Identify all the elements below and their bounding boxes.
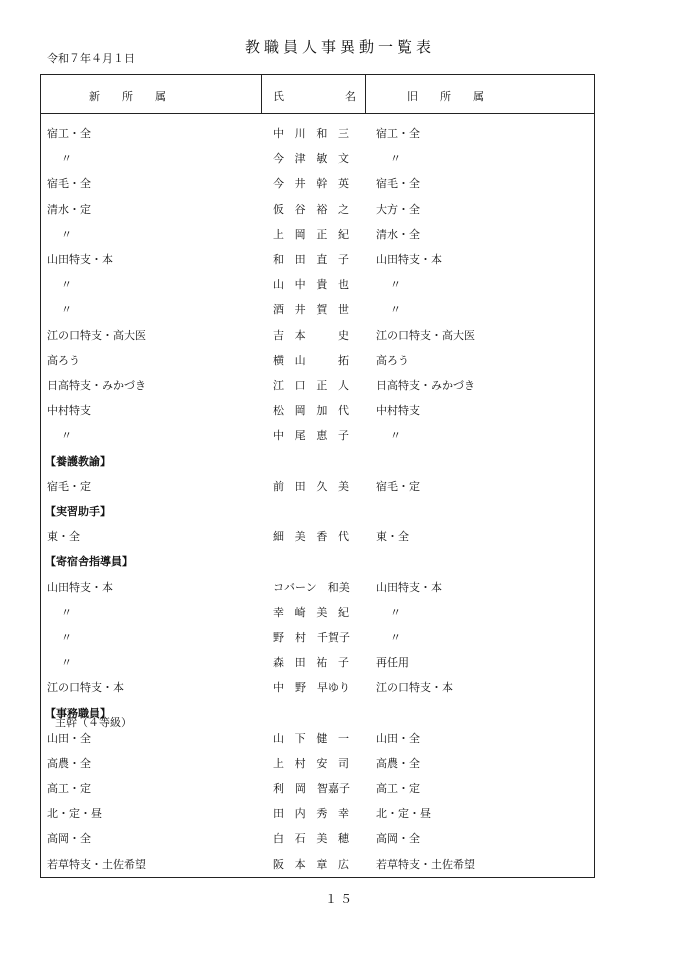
old-affiliation: 高工・定: [376, 782, 420, 795]
person-name: [273, 352, 349, 368]
new-affiliation: 若草特支・土佐希望: [47, 857, 146, 871]
name-char: 中: [273, 127, 284, 140]
person-name: [273, 125, 349, 141]
name-char: 津: [294, 152, 306, 166]
person-name: [273, 150, 349, 166]
name-char: 人: [337, 379, 349, 392]
table-row: [41, 175, 594, 195]
person-name: [273, 301, 349, 317]
person-name: [273, 604, 349, 620]
person-name: [273, 478, 349, 494]
old-affiliation: 若草特支・土佐希望: [376, 857, 475, 871]
name-char: 子: [337, 253, 349, 266]
person-name: [273, 427, 349, 443]
name-char: 代: [337, 530, 349, 544]
header-name-first: 氏: [273, 90, 284, 103]
person-name: 中 野 早ゆり: [273, 681, 350, 695]
name-char: 山: [294, 353, 306, 367]
name-char: 美: [316, 832, 328, 846]
name-char: 敏: [316, 152, 328, 166]
name-char: 紀: [337, 605, 349, 619]
old-affiliation: 〃: [390, 152, 401, 166]
name-char: 直: [316, 253, 328, 266]
old-affiliation: 宿工・全: [376, 127, 420, 140]
person-name: [273, 226, 349, 242]
table-row: [41, 352, 594, 372]
name-char: 正: [316, 227, 328, 241]
new-affiliation: 高ろう: [47, 353, 80, 367]
name-char: 本: [294, 328, 306, 342]
name-char: 岡: [294, 227, 306, 241]
name-char: 裕: [316, 202, 328, 216]
old-affiliation: 清水・全: [376, 227, 420, 241]
person-name: [273, 251, 349, 267]
new-affiliation: 宿毛・定: [47, 479, 91, 493]
name-char: 章: [316, 857, 328, 871]
new-affiliation: 宿工・全: [47, 127, 91, 140]
table-row: [41, 150, 594, 170]
new-affiliation: 東・全: [47, 530, 80, 544]
name-char: 恵: [316, 429, 328, 443]
name-char: 美: [316, 605, 328, 619]
person-name: [273, 755, 349, 771]
old-affiliation: 再任用: [376, 656, 409, 670]
name-char: 中: [273, 429, 284, 443]
name-char: 田: [294, 656, 306, 670]
name-char: 田: [294, 479, 306, 493]
person-name: [273, 654, 349, 670]
person-name: [273, 805, 349, 821]
name-char: 広: [337, 857, 349, 871]
new-affiliation: 山田特支・本: [47, 253, 113, 266]
old-affiliation: 〃: [390, 631, 401, 644]
header-old-affiliation: 旧 所 属: [407, 90, 484, 103]
name-char: 文: [337, 152, 349, 166]
name-char: 美: [337, 479, 349, 493]
name-char: 今: [273, 177, 284, 191]
name-char: 中: [294, 278, 306, 292]
header-new-affiliation: 新 所 属: [89, 90, 166, 103]
person-name: 野 村 千賀子: [273, 631, 350, 644]
person-name: [273, 830, 349, 846]
old-affiliation: 高岡・全: [376, 832, 420, 846]
name-char: 口: [294, 379, 306, 392]
name-char: 井: [294, 177, 306, 191]
name-char: 森: [273, 656, 284, 670]
old-affiliation: 大方・全: [376, 202, 420, 216]
new-affiliation: 江の口特支・本: [47, 681, 124, 695]
old-affiliation: 江の口特支・高大医: [376, 328, 475, 342]
old-affiliation: 中村特支: [376, 404, 420, 418]
name-char: 和: [273, 253, 284, 266]
name-char: 賀: [316, 303, 328, 317]
table-row: [41, 856, 594, 876]
table-row: [41, 604, 594, 624]
name-char: 川: [294, 127, 306, 140]
old-affiliation: 山田・全: [376, 731, 420, 745]
old-affiliation: 宿毛・定: [376, 479, 420, 493]
name-char: 田: [294, 253, 306, 266]
name-char: 祐: [316, 656, 328, 670]
name-char: 貴: [316, 278, 328, 292]
name-char: 拓: [337, 353, 349, 367]
page-title: 教職員人事異動一覧表: [244, 38, 435, 56]
new-affiliation: 山田・全: [47, 731, 91, 745]
name-char: 一: [337, 731, 349, 745]
section-heading: 【実習助手】: [45, 505, 111, 518]
name-char: 秀: [316, 807, 328, 821]
old-affiliation: 日高特支・みかづき: [376, 379, 475, 392]
table-row: [41, 201, 594, 221]
name-char: 山: [273, 278, 284, 292]
name-char: 山: [273, 731, 284, 745]
name-char: 正: [316, 379, 328, 392]
name-char: 尾: [294, 429, 306, 443]
name-char: 司: [337, 756, 349, 770]
person-name: [273, 377, 349, 393]
name-char: 子: [337, 429, 349, 443]
name-char: 幹: [316, 177, 328, 191]
table-row: [41, 301, 594, 321]
old-affiliation: 山田特支・本: [376, 253, 442, 266]
table-row: [41, 629, 594, 649]
person-name: [273, 327, 349, 343]
name-char: 子: [337, 656, 349, 670]
new-affiliation: 高農・全: [47, 756, 91, 770]
name-char: 三: [337, 127, 349, 140]
name-char: 崎: [294, 605, 306, 619]
header-name-last: 名: [345, 90, 356, 103]
table-row: [41, 679, 594, 699]
person-name: [273, 730, 349, 746]
new-affiliation: 日高特支・みかづき: [47, 379, 146, 392]
name-char: 井: [294, 303, 306, 317]
name-char: 白: [273, 832, 284, 846]
section-heading: 【養護教諭】: [45, 454, 111, 468]
person-name: [273, 528, 349, 544]
section-subheading: 主幹（４等級）: [55, 715, 132, 729]
name-char: 阪: [273, 857, 284, 871]
name-char: [316, 352, 327, 368]
name-char: 田: [273, 807, 284, 821]
person-name: コバーン 和美: [273, 580, 350, 594]
person-name: [273, 402, 349, 418]
name-char: 上: [273, 756, 284, 770]
table-row: [41, 579, 594, 599]
table-row: [41, 478, 594, 498]
old-affiliation: 山田特支・本: [376, 580, 442, 594]
new-affiliation: 清水・定: [47, 202, 91, 216]
new-affiliation: 江の口特支・高大医: [47, 328, 146, 342]
table-row: [41, 830, 594, 850]
name-char: 史: [337, 328, 349, 342]
new-affiliation: 宿毛・全: [47, 177, 91, 191]
name-char: 上: [273, 227, 284, 241]
name-char: 石: [294, 832, 306, 846]
table-row: [41, 780, 594, 800]
new-affiliation: 高岡・全: [47, 832, 91, 846]
name-char: 前: [273, 479, 284, 493]
name-char: 細: [273, 530, 284, 544]
name-char: 香: [316, 530, 328, 544]
name-char: 世: [337, 303, 349, 317]
new-affiliation: 〃: [61, 605, 72, 619]
personnel-table: [40, 74, 595, 878]
page-number: １５: [324, 892, 355, 906]
old-affiliation: 高農・全: [376, 756, 420, 770]
new-affiliation: 山田特支・本: [47, 580, 113, 594]
table-row: [41, 226, 594, 246]
person-name: 利 岡 智嘉子: [273, 782, 350, 795]
name-char: 和: [316, 127, 328, 140]
person-name: [273, 856, 349, 872]
name-char: 穂: [337, 832, 349, 846]
name-char: 江: [273, 379, 284, 392]
name-char: 谷: [294, 202, 306, 216]
new-affiliation: 〃: [61, 152, 72, 166]
table-row: [41, 730, 594, 750]
table-row: [41, 654, 594, 674]
name-char: 英: [337, 177, 349, 191]
new-affiliation: 〃: [61, 429, 72, 443]
old-affiliation: 〃: [390, 278, 401, 292]
old-affiliation: 東・全: [376, 530, 409, 544]
table-row: [41, 125, 594, 145]
name-char: 久: [316, 479, 328, 493]
table-row: [41, 377, 594, 397]
old-affiliation: 〃: [390, 605, 401, 619]
name-char: 健: [316, 731, 328, 745]
table-row: [41, 251, 594, 271]
section-heading: 【事務職員】: [45, 706, 111, 720]
person-name: [273, 201, 349, 217]
table-header: [41, 75, 594, 114]
new-affiliation: 〃: [61, 656, 72, 670]
name-char: 酒: [273, 303, 284, 317]
new-affiliation: 中村特支: [47, 404, 91, 418]
name-char: 本: [294, 857, 306, 871]
name-char: 岡: [294, 404, 306, 418]
name-char: 幸: [273, 605, 284, 619]
name-char: 今: [273, 152, 284, 166]
new-affiliation: 北・定・昼: [47, 807, 102, 821]
name-char: 村: [294, 756, 306, 770]
table-row: [41, 755, 594, 775]
table-row: [41, 528, 594, 548]
new-affiliation: 〃: [61, 303, 72, 317]
name-char: [316, 327, 327, 343]
person-name: [273, 175, 349, 191]
old-affiliation: 江の口特支・本: [376, 681, 453, 695]
name-char: 代: [337, 404, 349, 418]
name-char: 松: [273, 404, 284, 418]
name-char: 下: [294, 731, 306, 745]
person-name: [273, 276, 349, 292]
name-char: 内: [294, 807, 306, 821]
name-char: 美: [294, 530, 306, 544]
name-char: 之: [337, 202, 349, 216]
table-row: [41, 427, 594, 447]
table-row: [41, 805, 594, 825]
new-affiliation: 高工・定: [47, 782, 91, 795]
new-affiliation: 〃: [61, 227, 72, 241]
old-affiliation: 〃: [390, 429, 401, 443]
name-char: 幸: [337, 807, 349, 821]
new-affiliation: 〃: [61, 278, 72, 292]
table-row: [41, 327, 594, 347]
old-affiliation: 宿毛・全: [376, 177, 420, 191]
name-char: 吉: [273, 328, 284, 342]
old-affiliation: 〃: [390, 303, 401, 317]
name-char: 仮: [273, 202, 284, 216]
old-affiliation: 北・定・昼: [376, 807, 431, 821]
old-affiliation: 高ろう: [376, 353, 409, 367]
date-label: 令和７年４月１日: [47, 52, 135, 65]
table-row: [41, 402, 594, 422]
name-char: 加: [316, 404, 328, 418]
name-char: 紀: [337, 227, 349, 241]
name-char: 安: [316, 756, 328, 770]
new-affiliation: 〃: [61, 631, 72, 644]
section-heading: 【寄宿舎指導員】: [45, 555, 133, 569]
name-char: 横: [273, 353, 284, 367]
name-char: 也: [337, 278, 349, 292]
table-row: [41, 276, 594, 296]
